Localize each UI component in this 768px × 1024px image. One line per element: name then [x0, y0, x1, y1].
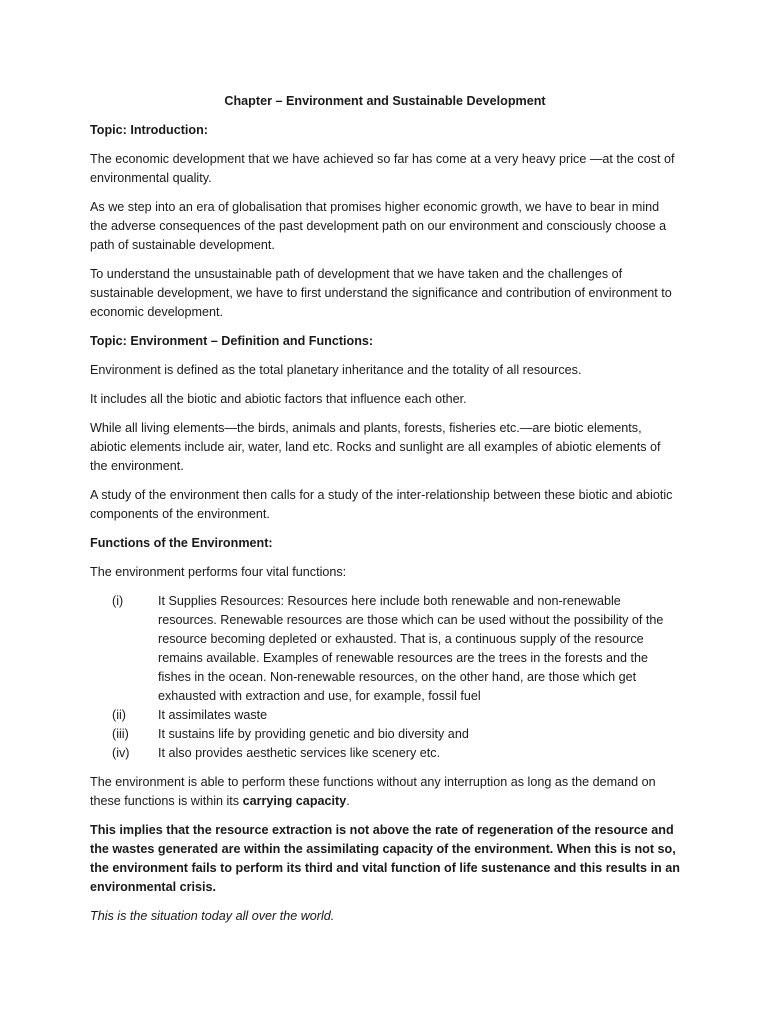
intro-paragraph-3: To understand the unsustainable path of development that we have taken and the challenges of sustainable development, we have to first understand the significance and contribution of environment to economic development.: [90, 267, 672, 319]
topic-environment-heading: Topic: Environment – Definition and Functions:: [90, 334, 374, 348]
list-item-text: It assimilates waste: [158, 708, 268, 722]
list-item: [90, 725, 680, 744]
implication-paragraph: This implies that the resource extraction is not above the rate of regeneration of the resource and the wastes generated are within the assimilating capacity of the environment. When this is not so, the environment fails to perform its third and vital function of life sustenance and this results in an environmental crisis.: [90, 823, 680, 894]
document-content: [90, 92, 680, 936]
functions-intro: The environment performs four vital functions:: [90, 565, 347, 579]
situation-paragraph: This is the situation today all over the world.: [90, 909, 335, 923]
intro-paragraph-2: As we step into an era of globalisation that promises higher economic growth, we have to bear in mind the adverse consequences of the past development path on our environment and consciously choose a path of sustainable development.: [90, 200, 667, 252]
environment-paragraph-4: A study of the environment then calls for a study of the inter-relationship between these biotic and abiotic components of the environment.: [90, 488, 673, 521]
list-item: [90, 744, 680, 763]
topic-introduction-heading: Topic: Introduction:: [90, 123, 208, 137]
list-item-number: (iv): [112, 746, 130, 760]
list-item: [90, 592, 680, 706]
intro-paragraph-1: The economic development that we have achieved so far has come at a very heavy price —at the cost of environmental quality.: [90, 152, 675, 185]
list-item-number: (iii): [112, 727, 129, 741]
carrying-capacity-text-start: The environment is able to perform these functions without any interruption as long as the demand on these functions is within its: [90, 775, 656, 808]
carrying-capacity-term: carrying capacity: [242, 794, 347, 808]
functions-heading: Functions of the Environment:: [90, 536, 273, 550]
environment-paragraph-2: It includes all the biotic and abiotic factors that influence each other.: [90, 392, 467, 406]
list-item-text: It also provides aesthetic services like scenery etc.: [158, 746, 441, 760]
environment-paragraph-3: While all living elements—the birds, animals and plants, forests, fisheries etc.—are biotic elements, abiotic elements include air, water, land etc. Rocks and sunlight are all examples of abiotic elements of the environment.: [90, 421, 661, 473]
functions-list: [90, 592, 680, 763]
carrying-capacity-paragraph: [90, 773, 680, 811]
list-item-number: (ii): [112, 708, 126, 722]
list-item-number: (i): [112, 594, 124, 608]
carrying-capacity-text-end: .: [346, 794, 350, 808]
list-item: [90, 706, 680, 725]
chapter-title: Chapter – Environment and Sustainable Development: [224, 94, 546, 108]
list-item-text: It Supplies Resources: Resources here include both renewable and non-renewable resources. Renewable resources are those which can be used without the possibility of the resource becoming depleted or exhausted. That is, a continuous supply of the resource remains available. Examples of renewable resources are the trees in the forests and the fishes in the ocean. Non-renewable resources, on the other hand, are those which get exhausted with extraction and use, for example, fossil fuel: [158, 594, 664, 703]
list-item-text: It sustains life by providing genetic and bio diversity and: [158, 727, 469, 741]
environment-paragraph-1: Environment is defined as the total planetary inheritance and the totality of all resources.: [90, 363, 582, 377]
